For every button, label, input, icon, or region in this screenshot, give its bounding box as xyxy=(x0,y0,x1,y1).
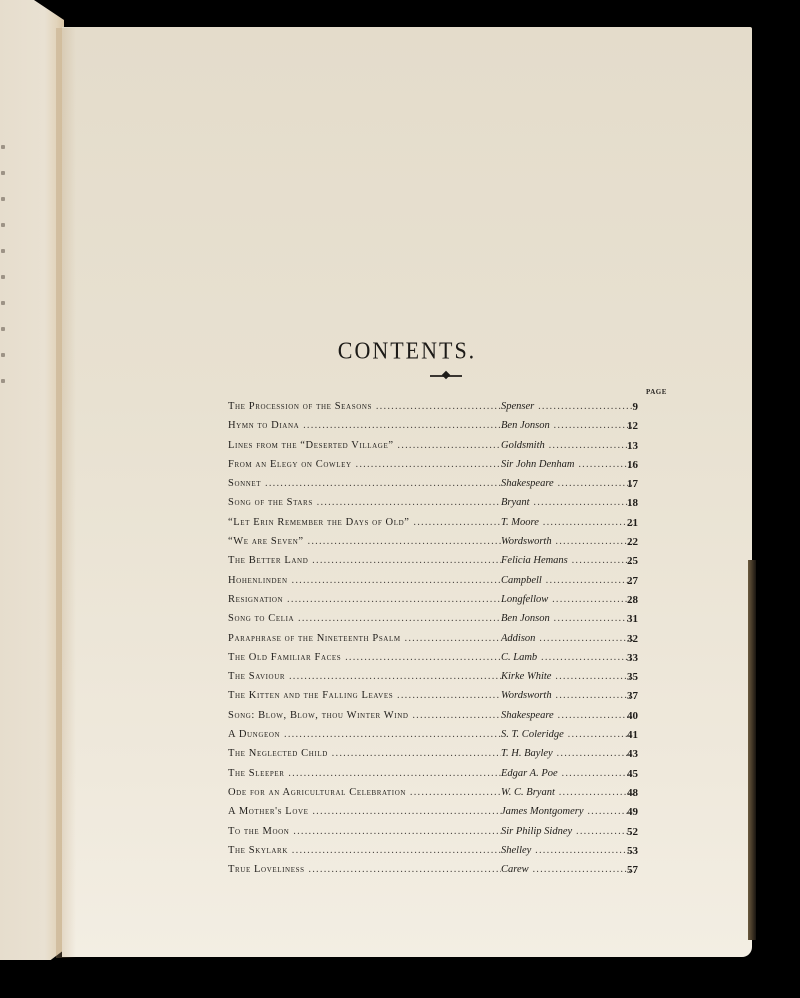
entry-title: True Loveliness ..... xyxy=(228,864,501,875)
entry-author: Longfellow ..... xyxy=(501,594,633,605)
entry-page: 52 xyxy=(627,825,638,838)
entry-title: The Kitten and the Falling Leaves ..... xyxy=(228,690,501,701)
entry-author: C. Lamb ..... xyxy=(501,652,633,663)
toc-entry xyxy=(228,729,638,748)
entry-title: From an Elegy on Cowley ..... xyxy=(228,459,501,470)
entry-page: 16 xyxy=(627,458,638,471)
table-of-contents xyxy=(228,401,638,883)
entry-page: 40 xyxy=(627,709,638,722)
entry-page: 35 xyxy=(627,671,638,684)
toc-entry xyxy=(228,652,638,671)
toc-entry xyxy=(228,536,638,555)
entry-page: 9 xyxy=(632,401,638,413)
entry-title: The Better Land ..... xyxy=(228,555,501,566)
entry-author: Shelley ..... xyxy=(501,845,633,856)
entry-title: The Saviour ..... xyxy=(228,671,501,682)
entry-title: Paraphrase of the Nineteenth Psalm ..... xyxy=(228,633,501,644)
entry-author: Addison ..... xyxy=(501,633,633,644)
entry-title: The Old Familiar Faces ..... xyxy=(228,652,501,663)
entry-title: A Dungeon ..... xyxy=(228,729,501,740)
entry-author: James Montgomery ..... xyxy=(501,806,633,817)
entry-author: Bryant ..... xyxy=(501,497,633,508)
entry-author: Spenser ..... xyxy=(501,401,633,412)
entry-title: “We are Seven” ..... xyxy=(228,536,501,547)
entry-title: The Sleeper ..... xyxy=(228,768,501,779)
toc-entry xyxy=(228,555,638,574)
entry-title: Lines from the “Deserted Village” ..... xyxy=(228,440,501,451)
entry-page: 33 xyxy=(627,651,638,664)
toc-entry xyxy=(228,478,638,497)
entry-page: 21 xyxy=(627,516,638,529)
entry-title: Hohenlinden ..... xyxy=(228,575,501,586)
entry-title: Hymn to Diana ..... xyxy=(228,420,501,431)
entry-author: Felicia Hemans ..... xyxy=(501,555,633,566)
entry-title: Song of the Stars ..... xyxy=(228,497,501,508)
entry-author: Shakespeare ..... xyxy=(501,478,633,489)
toc-entry xyxy=(228,613,638,632)
book-spine-edge xyxy=(748,560,756,940)
entry-page: 37 xyxy=(627,690,638,703)
entry-page: 12 xyxy=(627,420,638,433)
entry-title: The Skylark ..... xyxy=(228,845,501,856)
facing-page-text-edge xyxy=(1,145,9,405)
entry-author: W. C. Bryant ..... xyxy=(501,787,633,798)
entry-page: 48 xyxy=(627,786,638,799)
entry-author: Ben Jonson ..... xyxy=(501,420,633,431)
entry-author: Edgar A. Poe ..... xyxy=(501,768,633,779)
entry-page: 57 xyxy=(627,864,638,877)
entry-author: Goldsmith ..... xyxy=(501,440,633,451)
entry-page: 18 xyxy=(627,497,638,510)
toc-entry xyxy=(228,690,638,709)
entry-author: Campbell ..... xyxy=(501,575,633,586)
toc-entry xyxy=(228,497,638,516)
entry-page: 43 xyxy=(627,748,638,761)
divider-ornament-icon xyxy=(430,375,462,377)
entry-page: 13 xyxy=(627,439,638,452)
page-title: CONTENTS. xyxy=(337,336,477,364)
toc-entry xyxy=(228,594,638,613)
toc-entry xyxy=(228,826,638,845)
entry-author: T. Moore ..... xyxy=(501,517,633,528)
entry-author: S. T. Coleridge ..... xyxy=(501,729,633,740)
entry-page: 17 xyxy=(627,478,638,491)
toc-entry xyxy=(228,575,638,594)
page-column-label: PAGE xyxy=(646,388,667,396)
toc-entry xyxy=(228,787,638,806)
entry-title: Sonnet ..... xyxy=(228,478,501,489)
facing-page xyxy=(0,0,64,960)
entry-title: The Procession of the Seasons ..... xyxy=(228,401,501,412)
entry-author: Ben Jonson ..... xyxy=(501,613,633,624)
toc-entry xyxy=(228,459,638,478)
entry-author: Sir John Denham ..... xyxy=(501,459,633,470)
entry-page: 22 xyxy=(627,536,638,549)
toc-entry xyxy=(228,806,638,825)
toc-entry xyxy=(228,864,638,883)
entry-title: Resignation ..... xyxy=(228,594,501,605)
entry-author: Carew ..... xyxy=(501,864,633,875)
entry-page: 32 xyxy=(627,632,638,645)
toc-entry xyxy=(228,710,638,729)
toc-entry xyxy=(228,440,638,459)
entry-author: Wordsworth ..... xyxy=(501,690,633,701)
entry-page: 25 xyxy=(627,555,638,568)
entry-page: 41 xyxy=(627,729,638,742)
entry-title: To the Moon ..... xyxy=(228,826,501,837)
entry-page: 45 xyxy=(627,767,638,780)
entry-author: Wordsworth ..... xyxy=(501,536,633,547)
entry-page: 28 xyxy=(627,593,638,606)
entry-author: Kirke White ..... xyxy=(501,671,633,682)
page-gutter-shadow xyxy=(56,28,76,958)
entry-author: Shakespeare ..... xyxy=(501,710,633,721)
entry-title: The Neglected Child ..... xyxy=(228,748,501,759)
toc-entry xyxy=(228,401,638,420)
toc-entry xyxy=(228,517,638,536)
entry-title: “Let Erin Remember the Days of Old” ..... xyxy=(228,517,501,528)
entry-title: A Mother's Love ..... xyxy=(228,806,501,817)
entry-page: 27 xyxy=(627,574,638,587)
entry-page: 53 xyxy=(627,844,638,857)
entry-page: 31 xyxy=(627,613,638,626)
toc-entry xyxy=(228,633,638,652)
toc-entry xyxy=(228,420,638,439)
entry-title: Song to Celia ..... xyxy=(228,613,501,624)
toc-entry xyxy=(228,768,638,787)
entry-page: 49 xyxy=(627,806,638,819)
toc-entry xyxy=(228,845,638,864)
contents-page xyxy=(62,27,752,957)
entry-author: Sir Philip Sidney ..... xyxy=(501,826,633,837)
entry-title: Song: Blow, Blow, thou Winter Wind ..... xyxy=(228,710,501,721)
entry-title: Ode for an Agricultural Celebration ..... xyxy=(228,787,501,798)
toc-entry xyxy=(228,748,638,767)
entry-author: T. H. Bayley ..... xyxy=(501,748,633,759)
toc-entry xyxy=(228,671,638,690)
